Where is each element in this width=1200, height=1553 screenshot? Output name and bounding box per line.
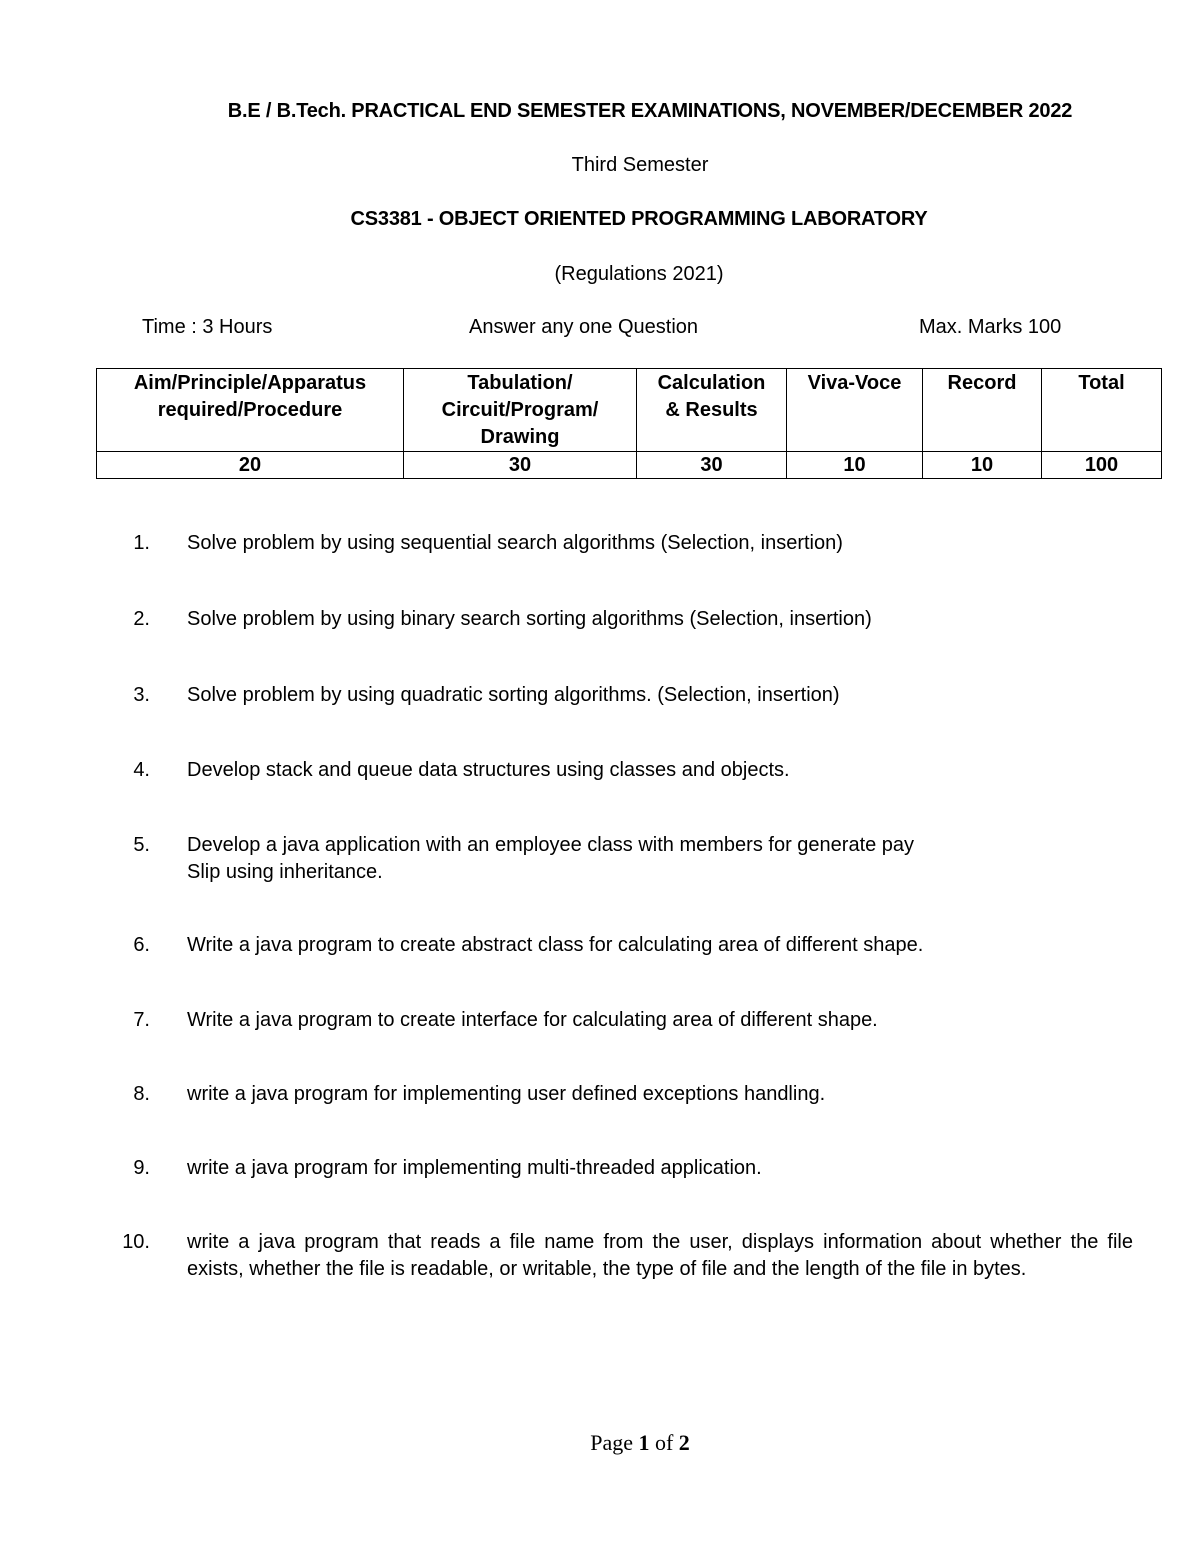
marks-tabulation: 30 <box>404 452 637 479</box>
question-number: 3. <box>133 684 150 706</box>
question-text: Solve problem by using sequential search algorithms (Selection, insertion) <box>187 532 843 554</box>
question-number: 7. <box>133 1009 150 1031</box>
question-number: 2. <box>133 608 150 630</box>
question-number: 4. <box>133 759 150 781</box>
semester-label: Third Semester <box>571 154 709 176</box>
question-text: Develop a java application with an employee class with members for generate pay Slip using inheritance. <box>187 834 915 883</box>
question-text: write a java program for implementing multi-threaded application. <box>187 1157 762 1179</box>
exam-instruction: Answer any one Question <box>469 316 699 338</box>
marks-total: 100 <box>1042 452 1162 479</box>
marks-calculation: 30 <box>637 452 787 479</box>
question-text: write a java program that reads a file name from the user, displays information about whether the file exists, whether the file is readable, or writable, the type of file and the length of the file in bytes. <box>187 1231 1133 1280</box>
question-number: 1. <box>133 532 150 554</box>
question-number: 6. <box>133 934 150 956</box>
question-text: write a java program for implementing user defined exceptions handling. <box>187 1083 826 1105</box>
question-text: Write a java program to create abstract class for calculating area of different shape. <box>187 934 924 956</box>
table-header-row <box>97 369 1162 452</box>
exam-duration: Time : 3 Hours <box>142 316 273 338</box>
header-viva-voce: Viva-Voce <box>787 369 923 452</box>
max-marks: Max. Marks 100 <box>919 316 1062 338</box>
question-number: 5. <box>133 834 150 856</box>
regulations-label: (Regulations 2021) <box>554 263 724 285</box>
header-tabulation: Tabulation/ Circuit/Program/ Drawing <box>404 369 637 452</box>
page-number: Page 1 of 2 <box>590 1430 690 1455</box>
question-number: 8. <box>133 1083 150 1105</box>
question-text: Solve problem by using quadratic sorting algorithms. (Selection, insertion) <box>187 684 840 706</box>
question-number: 9. <box>133 1157 150 1179</box>
header-record: Record <box>923 369 1042 452</box>
marks-aim-procedure: 20 <box>97 452 404 479</box>
table-row <box>97 452 1162 479</box>
course-title: CS3381 - OBJECT ORIENTED PROGRAMMING LABORATORY <box>350 208 928 230</box>
marks-distribution-table <box>96 368 1162 479</box>
question-text: Write a java program to create interface for calculating area of different shape. <box>187 1009 878 1031</box>
question-text: Develop stack and queue data structures using classes and objects. <box>187 759 790 781</box>
header-total: Total <box>1042 369 1162 452</box>
question-number: 10. <box>122 1231 150 1253</box>
header-calculation: Calculation & Results <box>637 369 787 452</box>
header-aim-procedure: Aim/Principle/Apparatus required/Procedure <box>97 369 404 452</box>
question-text: Solve problem by using binary search sorting algorithms (Selection, insertion) <box>187 608 872 630</box>
exam-title: B.E / B.Tech. PRACTICAL END SEMESTER EXAMINATIONS, NOVEMBER/DECEMBER 2022 <box>227 100 1073 122</box>
marks-record: 10 <box>923 452 1042 479</box>
marks-viva-voce: 10 <box>787 452 923 479</box>
